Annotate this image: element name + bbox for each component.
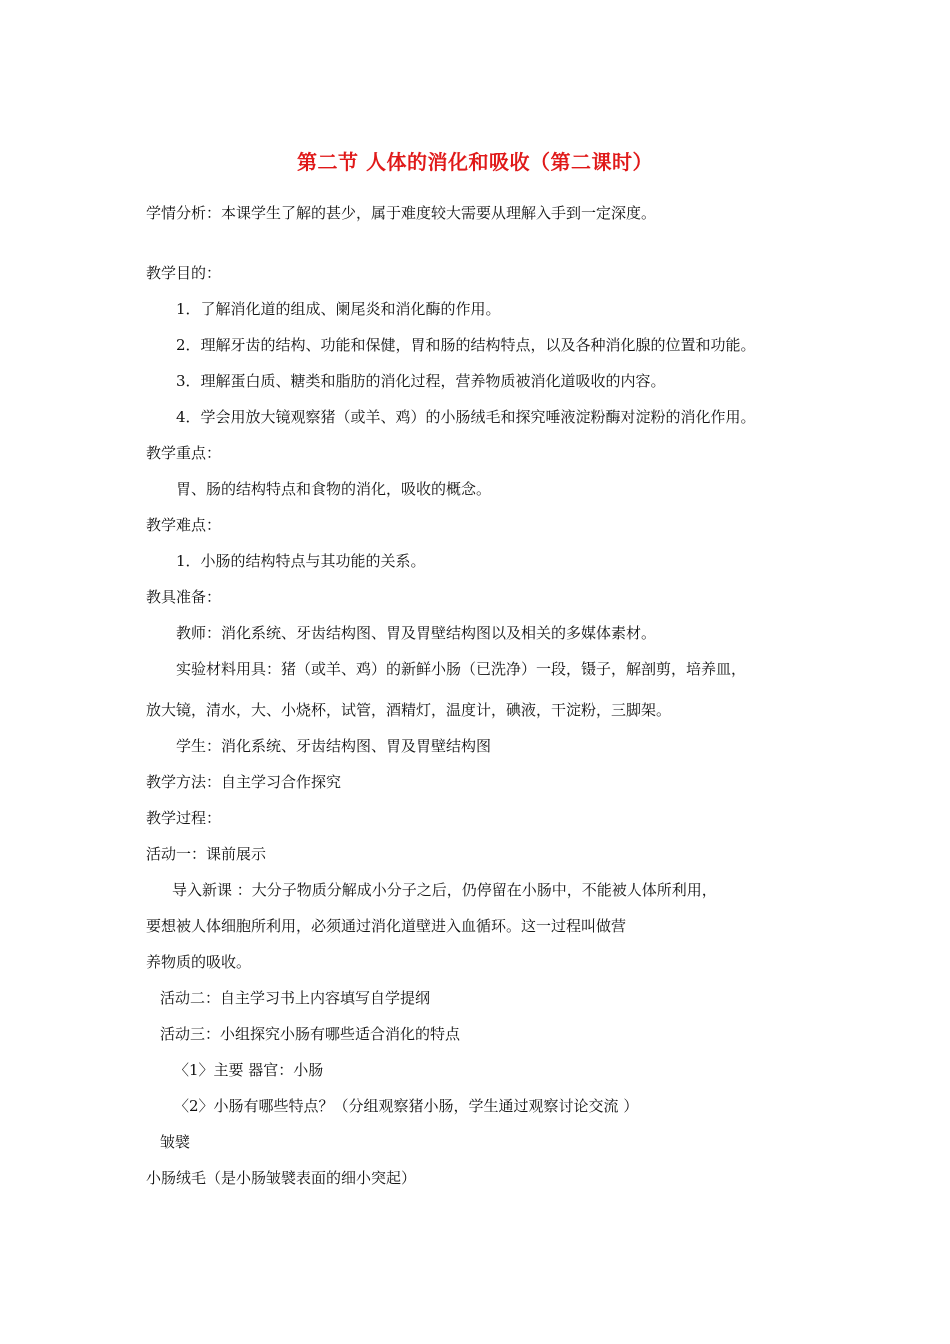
text-line-goal-3: 3．理解蛋白质、糖类和脂肪的消化过程，营养物质被消化道吸收的内容。 — [176, 372, 666, 390]
text-line-tools-heading: 教具准备： — [146, 588, 222, 606]
text-line-villi: 小肠绒毛（是小肠皱襞表面的细小突起） — [146, 1169, 417, 1187]
text-line-goal-2: 2．理解牙齿的结构、功能和保健，胃和肠的结构特点，以及各种消化腺的位置和功能。 — [176, 336, 756, 354]
text-line-tools-teacher: 教师：消化系统、牙齿结构图、胃及胃壁结构图以及相关的多媒体素材。 — [176, 624, 657, 642]
text-line-activity-3: 活动三：小组探究小肠有哪些适合消化的特点 — [160, 1025, 461, 1043]
text-line-key-content: 胃、肠的结构特点和食物的消化，吸收的概念。 — [176, 480, 492, 498]
text-line-method: 教学方法：自主学习合作探究 — [146, 773, 342, 791]
text-line-intro-3: 养物质的吸收。 — [146, 953, 252, 971]
text-line-tools-materials: 实验材料用具：猪（或羊、鸡）的新鲜小肠（已洗净）一段，镊子，解剖剪，培养皿， — [176, 660, 747, 678]
text-line-difficulty-heading: 教学难点： — [146, 516, 222, 534]
text-line-intro-1: 导入新课 ：大分子物质分解成小分子之后，仍停留在小肠中，不能被人体所利用， — [172, 881, 717, 899]
text-line-difficulty-1: 1．小肠的结构特点与其功能的关系。 — [176, 552, 426, 570]
text-line-process-heading: 教学过程： — [146, 809, 222, 827]
text-line-item-2: 〈2〉小肠有哪些特点？（分组观察猪小肠，学生通过观察讨论交流 ） — [174, 1097, 639, 1115]
text-line-fold: 皱襞 — [160, 1133, 191, 1151]
text-line-tools-materials-cont: 放大镜，清水，大、小烧杯，试管，酒精灯，温度计，碘液，干淀粉，三脚架。 — [146, 701, 672, 719]
text-line-intro-2: 要想被人体细胞所利用，必须通过消化道壁进入血循环。这一过程叫做营 — [146, 917, 627, 935]
text-line-item-1: 〈1〉主要 器官：小肠 — [174, 1061, 324, 1079]
text-line-goal-1: 1．了解消化道的组成、阑尾炎和消化酶的作用。 — [176, 300, 501, 318]
page-title: 第二节 人体的消化和吸收（第二课时） — [297, 150, 653, 174]
text-line-analysis: 学情分析：本课学生了解的甚少，属于难度较大需要从理解入手到一定深度。 — [146, 204, 657, 222]
text-line-key-heading: 教学重点： — [146, 444, 222, 462]
text-line-activity-1: 活动一：课前展示 — [146, 845, 267, 863]
text-line-tools-student: 学生：消化系统、牙齿结构图、胃及胃壁结构图 — [176, 737, 492, 755]
text-line-goal-4: 4．学会用放大镜观察猪（或羊、鸡）的小肠绒毛和探究唾液淀粉酶对淀粉的消化作用。 — [176, 408, 756, 426]
text-line-goals-heading: 教学目的： — [146, 264, 222, 282]
text-line-activity-2: 活动二：自主学习书上内容填写自学提纲 — [160, 989, 431, 1007]
